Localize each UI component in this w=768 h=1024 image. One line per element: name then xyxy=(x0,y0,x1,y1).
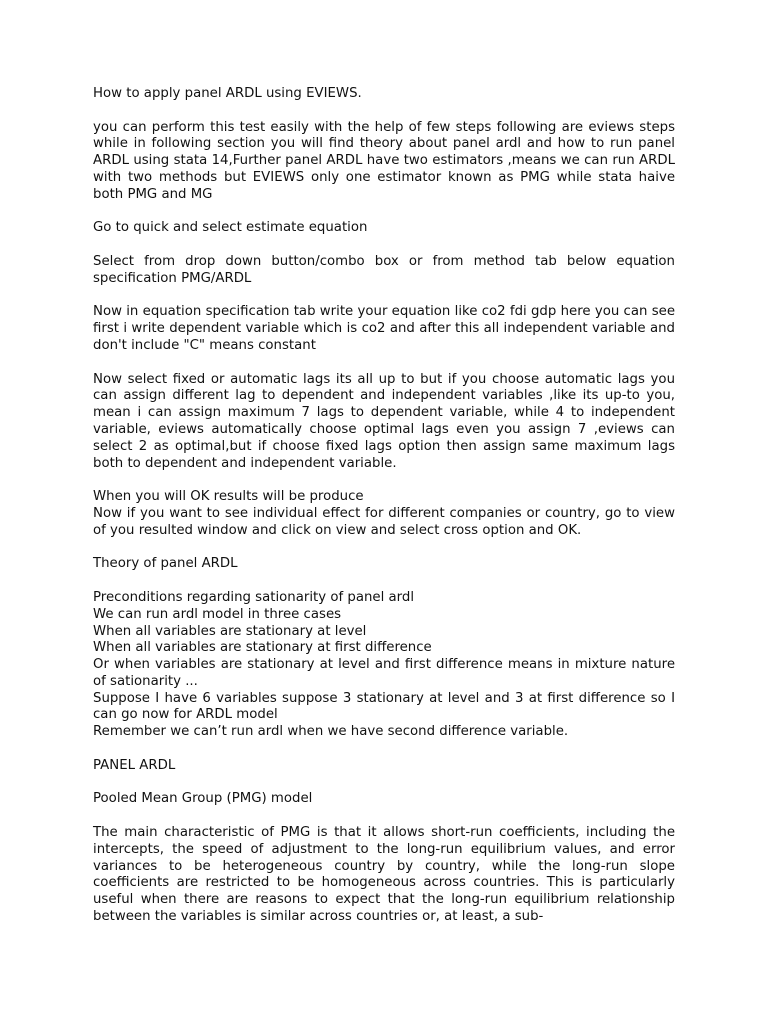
precondition-line-4: When all variables are stationary at first difference xyxy=(93,640,432,656)
results-line-1: When you will OK results will be produce xyxy=(93,489,364,505)
precondition-line-6: Suppose I have 6 variables suppose 3 stationary at level and 3 at first difference so I can go now for ARDL model xyxy=(93,690,675,723)
precondition-line-3: When all variables are stationary at level xyxy=(93,623,367,639)
step-quick-estimate: Go to quick and select estimate equation xyxy=(93,220,368,236)
panel-ardl-heading: PANEL ARDL xyxy=(93,757,176,773)
precondition-line-2: We can run ardl model in three cases xyxy=(93,606,342,622)
theory-heading: Theory of panel ARDL xyxy=(93,556,238,572)
results-line-2: Now if you want to see individual effect for different companies or country, go to view of you resulted window and click on view and select cross option and OK. xyxy=(93,505,675,538)
step-equation-spec: Now in equation specification tab write your equation like co2 fdi gdp here you can see first i write dependent variable which is co2 and after this all independent variable and don't include "C" means constant xyxy=(93,304,675,353)
step-results xyxy=(93,489,675,539)
step-select-method: Select from drop down button/combo box or from method tab below equation specification PMG/ARDL xyxy=(93,253,675,286)
pmg-heading: Pooled Mean Group (PMG) model xyxy=(93,791,313,807)
document-page xyxy=(93,86,675,926)
preconditions-block xyxy=(93,590,675,741)
precondition-line-1: Preconditions regarding sationarity of panel ardl xyxy=(93,589,415,605)
step-lags: Now select fixed or automatic lags its all up to but if you choose automatic lags you can assign different lag to dependent and independent variables ,like its up-to you, mean i can assign maximum 7 lags to dependent variable, while 4 to independent variable, eviews automatically choose optimal lags even you assign 7 ,eviews can select 2 as optimal,but if choose fixed lags option then assign same maximum lags both to dependent and independent variable. xyxy=(93,371,675,471)
precondition-line-7: Remember we can’t run ardl when we have second difference variable. xyxy=(93,724,569,740)
document-title: How to apply panel ARDL using EVIEWS. xyxy=(93,86,362,101)
precondition-line-5: Or when variables are stationary at level and first difference means in mixture nature of sationarity ... xyxy=(93,657,675,689)
intro-paragraph: you can perform this test easily with the help of few steps following are eviews steps while in following section you will find theory about panel ardl and how to run panel ARDL using stata 14,Further panel ARDL have two estimators ,means we can run ARDL with two methods but EVIEWS only one estimator known as PMG while stata haive both PMG and MG xyxy=(93,119,675,202)
pmg-paragraph: The main characteristic of PMG is that it allows short-run coefficients, including the intercepts, the speed of adjustment to the long-run equilibrium values, and error variances to be heterogeneous country by country, while the long-run slope coefficients are restricted to be homogeneous across countries. This is particularly useful when there are reasons to expect that the long-run equilibrium relationship between the variables is similar across countries or, at least, a sub- xyxy=(93,825,675,925)
